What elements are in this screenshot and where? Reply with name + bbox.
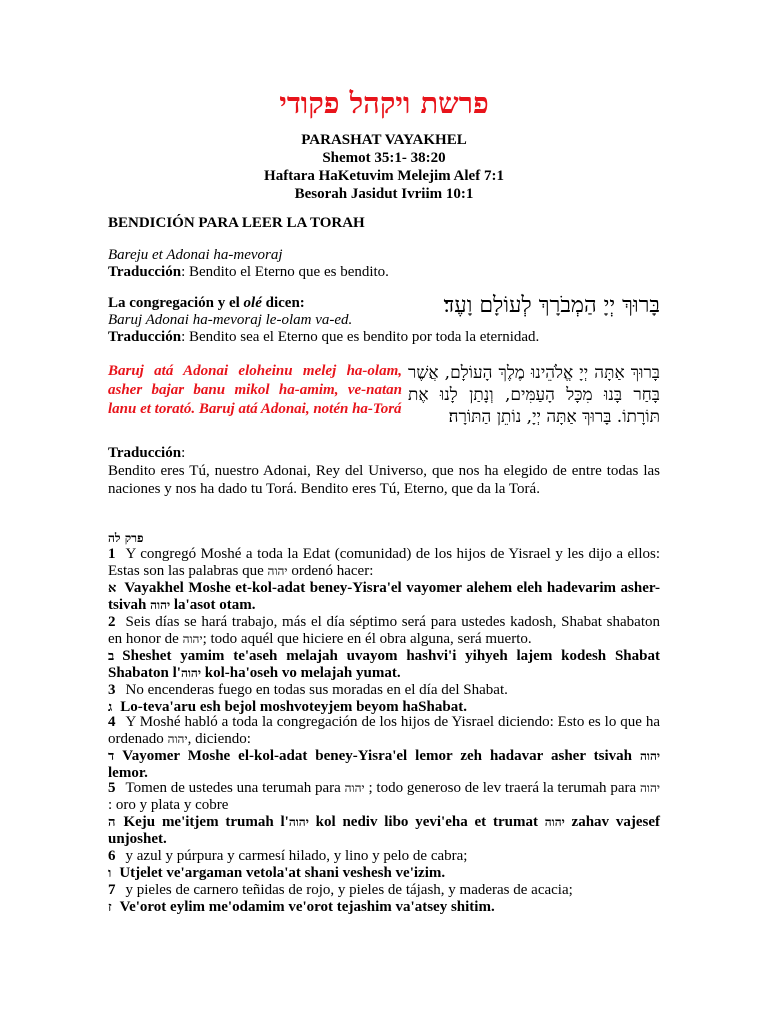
- divine-name: יהוה: [344, 781, 365, 795]
- translit-text: lemor.: [108, 765, 148, 781]
- blessing-translation: [108, 445, 660, 498]
- verse-spanish: [108, 682, 660, 699]
- translation-label: Traducción: [108, 329, 182, 345]
- verse-text: Y congregó Moshé a toda la Edat (comunidad) de los hijos de Yisrael y les dijo a ellos: Estas son las palabras que: [108, 546, 660, 579]
- verse-spanish: [108, 780, 660, 814]
- verse-number: 5: [108, 780, 116, 796]
- verse-text: ; todo generoso de lev traerá la terumah para: [364, 780, 640, 796]
- shemot-reference: Shemot 35:1- 38:20: [322, 150, 446, 166]
- verse-4: [108, 714, 660, 782]
- verse-2: [108, 614, 660, 682]
- translit-text: Keju me'itjem trumah l': [123, 814, 289, 830]
- verse-number: 3: [108, 682, 116, 698]
- translit-text: kol nediv libo yevi'eha et trumat: [308, 814, 545, 830]
- verse-spanish: [108, 714, 660, 748]
- divine-name: יהוה: [150, 598, 171, 612]
- translit-text: Vayakhel Moshe et-kol-adat beney-Yisra'el vayomer alehem eleh hadevarim asher-tsivah: [108, 580, 660, 613]
- divine-name: יהוה: [167, 732, 188, 746]
- divine-name: יהוה: [544, 815, 565, 829]
- verse-transliteration: [108, 865, 660, 882]
- verse-3: [108, 682, 660, 716]
- congregation-hebrew: בָּרוּךְ יְיָ הַמְבֹרָךְ לְעוֹלָם וָעֶד׃: [443, 293, 660, 318]
- hebrew-verse-number: ג: [108, 700, 113, 715]
- bareju-block: [108, 247, 660, 281]
- translation-text: : Bendito el Eterno que es bendito.: [181, 264, 389, 280]
- translation-heading: [108, 445, 660, 462]
- verse-transliteration: [108, 748, 660, 782]
- translation-text: : Bendito sea el Eterno que es bendito por toda la eternidad.: [181, 329, 540, 345]
- verse-text: Y Moshé habló a toda la congregación de los hijos de Yisrael diciendo: Esto es lo que ha ordenado: [108, 714, 660, 747]
- divine-name: יהוה: [180, 666, 201, 680]
- verse-transliteration: [108, 580, 660, 614]
- verse-text: , diciendo:: [187, 731, 251, 747]
- translation-label: Traducción: [108, 445, 182, 461]
- translit-text: Utjelet ve'argaman vetola'at shani veshesh ve'izim.: [119, 865, 446, 881]
- verse-text: Tomen de ustedes una terumah para: [125, 780, 345, 796]
- verse-number: 7: [108, 882, 116, 898]
- congregation-label-end: dicen:: [261, 295, 305, 311]
- translit-text: Lo-teva'aru esh bejol moshvoteyjem beyom haShabat.: [120, 699, 467, 715]
- translit-text: Sheshet yamim te'aseh melajah uvayom hashvi'i yihyeh lajem kodesh Shabat Shabaton l': [108, 648, 660, 681]
- translit-text: la'asot otam.: [170, 597, 256, 613]
- verse-number: 6: [108, 848, 116, 864]
- verse-transliteration: [108, 899, 660, 916]
- translation-label: Traducción: [108, 264, 182, 280]
- congregation-line: Baruj Adonai ha-mevoraj le-olam va-ed.: [108, 312, 353, 328]
- verse-text: Seis días se hará trabajo, más el día séptimo será para ustedes kadosh, Shabat shabaton en honor de: [108, 614, 660, 647]
- translit-text: zahav vajesef unjoshet.: [108, 814, 660, 847]
- bareju-line: Bareju et Adonai ha-mevoraj: [108, 247, 283, 263]
- verse-number: 1: [108, 546, 116, 562]
- verse-spanish: [108, 614, 660, 648]
- hebrew-verse-number: ב: [108, 649, 115, 664]
- verse-text: ; todo aquél que hiciere en él obra alguna, será muerto.: [202, 631, 532, 647]
- translation-text: Bendito eres Tú, nuestro Adonai, Rey del Universo, que nos ha elegido de entre todas las naciones y nos ha dado tu Torá. Bendito eres Tú, Eterno, que da la Torá.: [108, 463, 660, 497]
- translit-text: kol-ha'oseh vo melajah yumat.: [200, 665, 401, 681]
- divine-name: יהוה: [639, 781, 660, 795]
- hebrew-verse-number: ו: [108, 866, 112, 881]
- section-title: BENDICIÓN PARA LEER LA TORAH: [108, 215, 365, 231]
- blessing-transliteration: Baruj atá Adonai eloheinu melej ha-olam, asher bajar banu mikol ha-amim, ve-natan lanu et torató. Baruj atá Adonai, notén ha-Torá: [108, 363, 402, 417]
- verse-text: ordenó hacer:: [287, 563, 374, 579]
- parasha-heading: PARASHAT VAYAKHEL: [301, 132, 467, 148]
- verse-text: y azul y púrpura y carmesí hilado, y lino y pelo de cabra;: [125, 848, 468, 864]
- verse-7: [108, 882, 660, 916]
- divine-name: יהוה: [267, 564, 288, 578]
- verse-spanish: [108, 882, 660, 899]
- congregation-translation: [108, 329, 660, 346]
- besorah-reference: Besorah Jasidut Ivriim 10:1: [294, 186, 474, 202]
- verse-6: [108, 848, 660, 882]
- chapter-label: פרק לה: [108, 531, 144, 545]
- verse-1: [108, 546, 660, 614]
- verse-number: 4: [108, 714, 116, 730]
- verse-text: No encenderas fuego en todas sus moradas en el día del Shabat.: [125, 682, 508, 698]
- translit-text: Ve'orot eylim me'odamim ve'orot tejashim va'atsey shitim.: [119, 899, 495, 915]
- hebrew-verse-number: ז: [108, 900, 112, 915]
- divine-name: יהוה: [639, 749, 660, 763]
- verse-number: 2: [108, 614, 116, 630]
- translit-text: Vayomer Moshe el-kol-adat beney-Yisra'el lemor zeh hadavar asher tsivah: [122, 748, 640, 764]
- congregation-label-start: La congregación y el: [108, 295, 244, 311]
- verse-spanish: [108, 546, 660, 580]
- divine-name: יהוה: [182, 632, 203, 646]
- translation-colon: :: [181, 445, 186, 461]
- hebrew-verse-number: ד: [108, 749, 115, 764]
- hebrew-title: פרשת ויקהל פקודי: [279, 86, 489, 120]
- bareju-translation: [108, 264, 660, 281]
- blessing-hebrew: בָּרוּךְ אַתָּה יְיָ אֱלֹהֵינוּ מֶלֶךְ הָעוֹלָם, אֲשֶׁר בָּחַר בָּנוּ מִכָּל הָעַמִּים, וְנָתַן לָנוּ אֶת תּוֹרָתוֹ. בָּרוּךְ אַתָּה יְיָ, נוֹתֵן הַתּוֹרָה׃: [408, 363, 660, 427]
- verse-transliteration: [108, 648, 660, 682]
- verse-transliteration: [108, 814, 660, 848]
- verse-spanish: [108, 848, 660, 865]
- ole-word: olé: [243, 295, 262, 311]
- verse-text: y pieles de carnero teñidas de rojo, y pieles de tájash, y maderas de acacia;: [125, 882, 573, 898]
- hebrew-verse-number: ה: [108, 815, 116, 830]
- haftara-reference: Haftara HaKetuvim Melejim Alef 7:1: [264, 168, 504, 184]
- divine-name: יהוה: [288, 815, 309, 829]
- verse-5: [108, 780, 660, 848]
- hebrew-verse-number: א: [108, 581, 117, 596]
- verse-text: : oro y plata y cobre: [108, 797, 229, 813]
